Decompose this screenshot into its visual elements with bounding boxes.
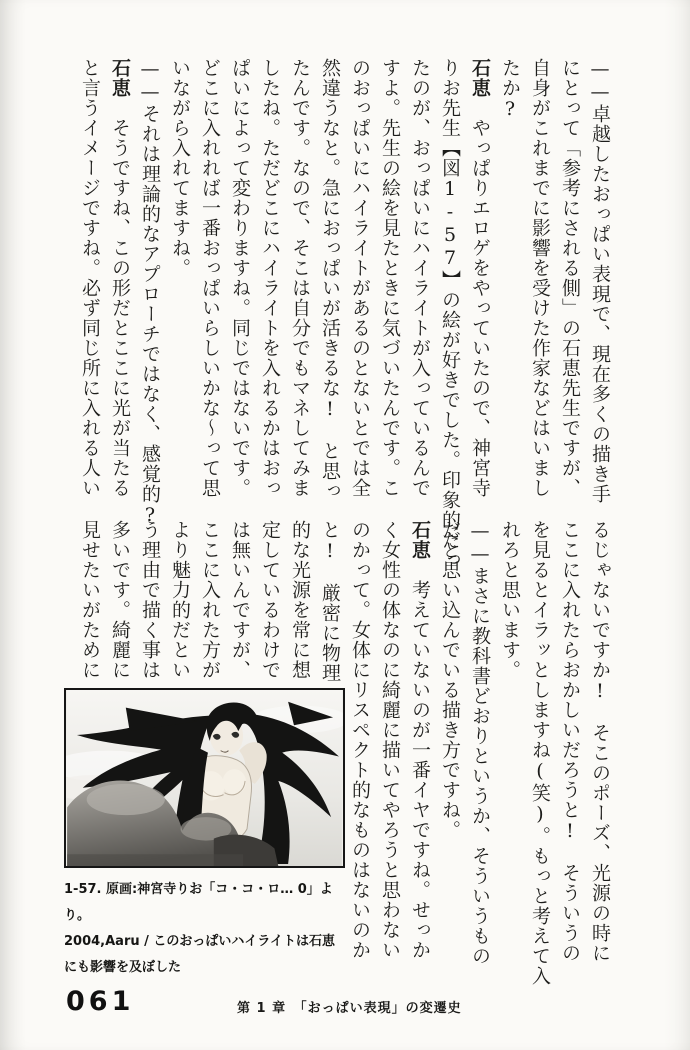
text-column: ——それは理論的なアプローチではなく、感覚的? xyxy=(139,58,161,527)
text-column: るじゃないですか! そこのポーズ、光源の時に xyxy=(589,520,611,963)
text-column: く女性の体なのに綺麗に描いてやろうと思わない xyxy=(379,520,401,960)
text-column: う理由で描く事は xyxy=(139,520,161,680)
top-text-block xyxy=(74,58,615,570)
text-column: ——まさに教科書どおりというか、そういうもの xyxy=(469,520,491,966)
text-column: 自身がこれまでに影響を受けた作家などはいまし xyxy=(529,58,551,498)
text-column: のかって。女体にリスペクト的なものはないのか xyxy=(349,520,371,960)
text-column: したね。ただどこにハイライトを入れるかはおっ xyxy=(259,58,281,498)
text-column: と言うイメージですね。必ず同じ所に入れる人い xyxy=(79,58,101,498)
text-column: 的な光源を常に想 xyxy=(289,520,311,680)
text-column: 石恵 そうですね、この形だとここに光が当たる xyxy=(109,58,131,498)
text-column: たのが、おっぱいにハイライトが入っているんで xyxy=(409,58,431,498)
text-column: 石恵 やっぱりエロゲをやっていたので、神宮寺 xyxy=(469,58,491,498)
text-column: ここに入れたらおかしいだろうと! そういうの xyxy=(559,520,581,963)
text-column: のおっぱいにハイライトがあるのとないとでは全 xyxy=(349,58,371,498)
text-column: たか? xyxy=(499,58,521,121)
caption-line: にも影響を及ぼした xyxy=(64,960,182,975)
figure-image xyxy=(64,688,345,868)
speaker-name: 石恵 xyxy=(469,58,491,98)
text-column: を見るとイラッとしますね(笑)。もっと考えて入 xyxy=(529,520,551,986)
speaker-name: 石恵 xyxy=(409,520,431,560)
caption-line: 2004,Aaru / このおっぱいハイライトは石恵 xyxy=(64,934,336,949)
text-column: 多いです。綺麗に xyxy=(109,520,131,680)
caption-line: 1-57. 原画:神宮寺りお「コ・コ・ロ… 0」より。 xyxy=(64,882,333,923)
text-column: ぱいによって変わりますね。同じではないです。 xyxy=(229,58,251,498)
text-column: は無いんですが、 xyxy=(229,520,251,680)
text-column: すよ。先生の絵を見たときに気づいたんです。こ xyxy=(379,58,401,498)
text-column: いながら入れてますね。 xyxy=(169,58,191,278)
text-column: だと思い込んでいる描き方ですね。 xyxy=(439,520,461,840)
figure-caption xyxy=(64,877,356,981)
speaker-name: 石恵 xyxy=(109,58,131,98)
text-column: 然違うなと。急におっぱいが活きるな! と思っ xyxy=(319,58,341,501)
girl-long-hair-illustration xyxy=(66,690,343,866)
text-column: と! 厳密に物理 xyxy=(319,520,341,683)
text-column: ここに入れた方が xyxy=(199,520,221,680)
text-column: れろと思います。 xyxy=(499,520,521,680)
text-column: 石恵 考えていないのが一番イヤですね。せっか xyxy=(409,520,431,960)
text-column: たんです。なので、そこは自分でもマネしてみま xyxy=(289,58,311,498)
chapter-footer: 第 1 章 「おっぱい表現」の変遷史 xyxy=(237,1001,462,1016)
page-number: 061 xyxy=(66,986,135,1017)
text-column: 定しているわけで xyxy=(259,520,281,680)
text-column: ——卓越したおっぱい表現で、現在多くの描き手 xyxy=(589,58,611,504)
text-column: 見せたいがために xyxy=(79,520,101,680)
text-column: より魅力的だとい xyxy=(169,520,191,680)
figure-1-57 xyxy=(64,688,356,981)
text-column: りお先生【図1-57】の絵が好きでした。印象的だっ xyxy=(439,58,461,570)
text-column: どこに入れれば一番おっぱいらしいかな〜って思 xyxy=(199,58,221,498)
text-column: にとって「参考にされる側」の石恵先生ですが、 xyxy=(559,58,581,498)
